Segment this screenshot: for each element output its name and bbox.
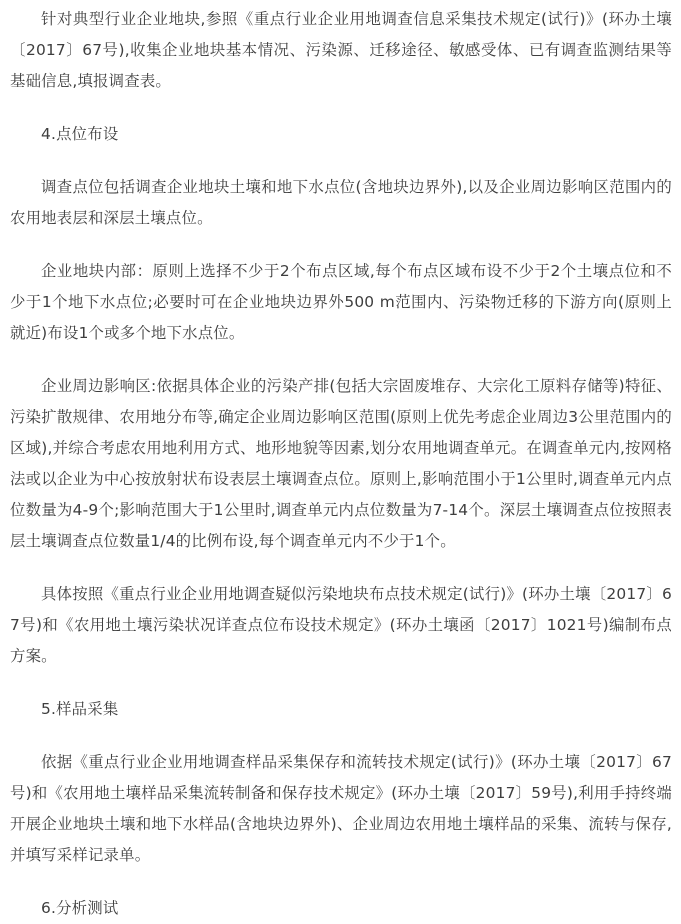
section-heading-point-layout: 4.点位布设 (41, 125, 119, 143)
paragraph-info-collection: 针对典型行业企业地块,参照《重点行业企业用地调查信息采集技术规定(试行)》(环办土壤〔2017〕67号),收集企业地块基本情况、污染源、迁移途径、敏感受体、已有调查监测结果等基础信息,填报调查表。 (10, 10, 672, 90)
section-heading-sampling: 5.样品采集 (41, 700, 119, 718)
paragraph-surrounding-area: 企业周边影响区:依据具体企业的污染产排(包括大宗固废堆存、大宗化工原料存储等)特征、污染扩散规律、农用地分布等,确定企业周边影响区范围(原则上优先考虑企业周边3公里范围内的区域),并综合考虑农用地利用方式、地形地貌等因素,划分农用地调查单元。在调查单元内,按网格法或以企业为中心按放射状布设表层土壤调查点位。原则上,影响范围小于1公里时,调查单元内点位数量为4-9个;影响范围大于1公里时,调查单元内点位数量为7-14个。深层土壤调查点位按照表层土壤调查点位数量1/4的比例布设,每个调查单元内不少于1个。 (10, 377, 672, 550)
section-heading-analysis: 6.分析测试 (41, 899, 119, 917)
paragraph-site-interior: 企业地块内部：原则上选择不少于2个布点区域,每个布点区域布设不少于2个土壤点位和不少于1个地下水点位;必要时可在企业地块边界外500 m范围内、污染物迁移的下游方向(原则上就近)布设1个或多个地下水点位。 (10, 262, 672, 342)
paragraph-sample-collection: 依据《重点行业企业用地调查样品采集保存和流转技术规定(试行)》(环办土壤〔2017〕67号)和《农用地土壤样品采集流转制备和保存技术规定》(环办土壤〔2017〕59号),利用手持终端开展企业地块土壤和地下水样品(含地块边界外)、企业周边农用地土壤样品的采集、流转与保存,并填写采样记录单。 (10, 753, 672, 864)
paragraph-survey-points: 调查点位包括调查企业地块土壤和地下水点位(含地块边界外),以及企业周边影响区范围内的农用地表层和深层土壤点位。 (10, 178, 672, 227)
paragraph-layout-plan: 具体按照《重点行业企业用地调查疑似污染地块布点技术规定(试行)》(环办土壤〔2017〕67号)和《农用地土壤污染状况详查点位布设技术规定》(环办土壤函〔2017〕1021号)编制布点方案。 (10, 585, 672, 665)
